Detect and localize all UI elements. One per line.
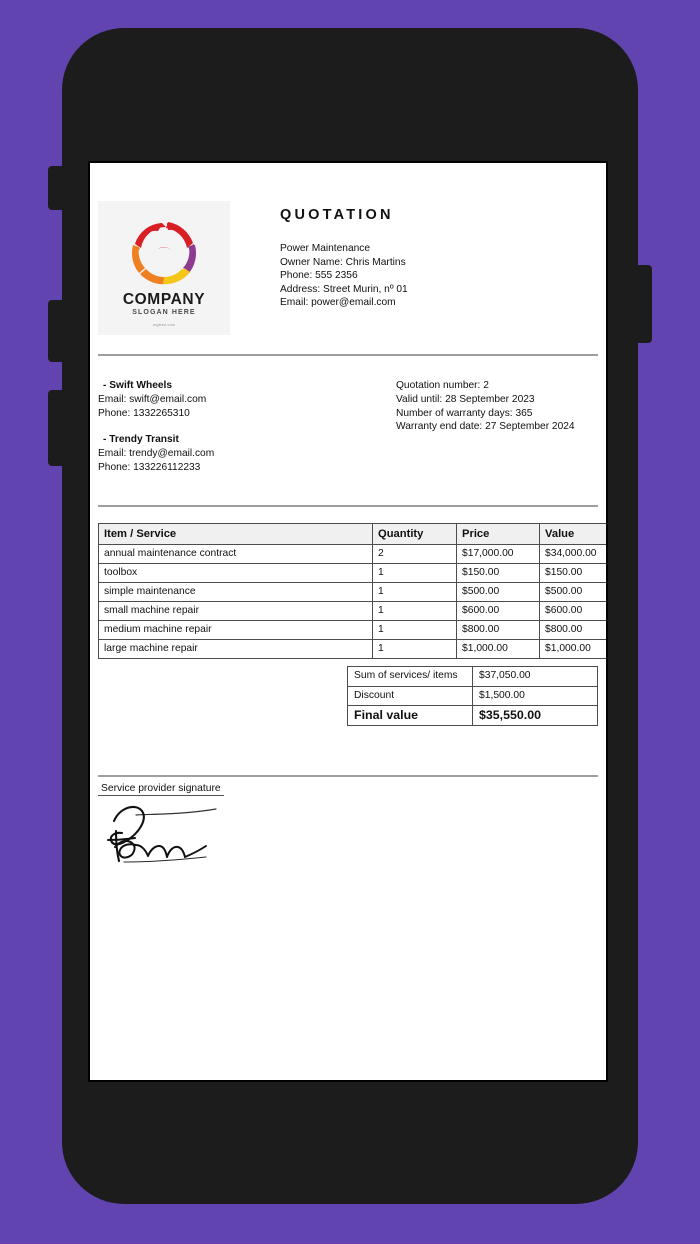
cell-item: simple maintenance [99, 583, 373, 602]
company-logo [98, 201, 230, 335]
client-details [98, 379, 214, 475]
meta-quotation-number: Quotation number: 2 [396, 380, 489, 391]
cell-value: $500.00 [540, 583, 607, 602]
totals-value-final: $35,550.00 [473, 706, 598, 726]
meta-warranty-days: Number of warranty days: 365 [396, 407, 533, 419]
cell-quantity: 1 [373, 602, 457, 621]
cell-item: small machine repair [99, 602, 373, 621]
cell-price: $800.00 [457, 621, 540, 640]
client-1-email: Email: swift@email.com [98, 393, 207, 405]
cell-price: $600.00 [457, 602, 540, 621]
provider-owner: Owner Name: Chris Martins [280, 256, 406, 268]
cell-price: $500.00 [457, 583, 540, 602]
column-header-value: Value [540, 524, 607, 545]
column-header-quantity: Quantity [373, 524, 457, 545]
cell-quantity: 2 [373, 545, 457, 564]
cell-quantity: 1 [373, 640, 457, 659]
signature-image [102, 801, 232, 869]
quotation-document [90, 163, 606, 1080]
table-row [99, 621, 607, 640]
divider-header [98, 354, 598, 356]
logo-company-name: COMPANY [122, 291, 206, 308]
totals-label-sum: Sum of services/ items [348, 667, 473, 687]
cell-quantity: 1 [373, 564, 457, 583]
table-row [99, 564, 607, 583]
table-row [99, 545, 607, 564]
table-row [99, 583, 607, 602]
signature-label: Service provider signature [98, 783, 224, 796]
cell-price: $17,000.00 [457, 545, 540, 564]
cell-price: $150.00 [457, 564, 540, 583]
totals-value-sum: $37,050.00 [473, 667, 598, 687]
logo-website: orgfree.com [152, 323, 176, 327]
divider-signature [98, 775, 598, 777]
provider-name: Power Maintenance [280, 243, 371, 254]
client-spacer [98, 420, 214, 433]
client-2-phone: Phone: 133226112233 [98, 461, 201, 473]
items-table-header-row [99, 524, 607, 545]
column-header-price: Price [457, 524, 540, 545]
cell-value: $150.00 [540, 564, 607, 583]
cell-value: $800.00 [540, 621, 607, 640]
cell-item: annual maintenance contract [99, 545, 373, 564]
column-header-item: Item / Service [99, 524, 373, 545]
cell-value: $600.00 [540, 602, 607, 621]
cell-item: medium machine repair [99, 621, 373, 640]
table-row [99, 602, 607, 621]
quotation-meta [396, 379, 575, 434]
client-2-name: - Trendy Transit [103, 434, 179, 446]
client-2-email: Email: trendy@email.com [98, 448, 215, 460]
power-button[interactable] [636, 265, 652, 343]
divider-items [98, 505, 598, 507]
cell-quantity: 1 [373, 621, 457, 640]
client-1-name: - Swift Wheels [103, 380, 173, 391]
cell-item: toolbox [99, 564, 373, 583]
provider-phone: Phone: 555 2356 [280, 270, 358, 282]
cell-value: $1,000.00 [540, 640, 607, 659]
provider-details [280, 242, 408, 310]
cell-item: large machine repair [99, 640, 373, 659]
items-table [98, 523, 607, 659]
provider-email: Email: power@email.com [280, 297, 396, 309]
cell-price: $1,000.00 [457, 640, 540, 659]
document-title: QUOTATION [280, 207, 394, 223]
logo-swirl-icon [116, 215, 212, 295]
provider-address: Address: Street Murin, nº 01 [280, 283, 408, 295]
logo-slogan: SLOGAN HERE [132, 309, 196, 316]
meta-valid-until: Valid until: 28 September 2023 [396, 393, 535, 405]
client-1-phone: Phone: 1332265310 [98, 407, 190, 419]
totals-row-sum [348, 667, 598, 687]
totals-table [347, 666, 598, 726]
totals-label-final: Final value [348, 706, 473, 726]
totals-row-discount [348, 686, 598, 706]
totals-row-final [348, 706, 598, 726]
meta-warranty-end: Warranty end date: 27 September 2024 [396, 421, 575, 433]
totals-label-discount: Discount [348, 686, 473, 706]
phone-screen [88, 161, 608, 1082]
cell-value: $34,000.00 [540, 545, 607, 564]
cell-quantity: 1 [373, 583, 457, 602]
totals-value-discount: $1,500.00 [473, 686, 598, 706]
table-row [99, 640, 607, 659]
